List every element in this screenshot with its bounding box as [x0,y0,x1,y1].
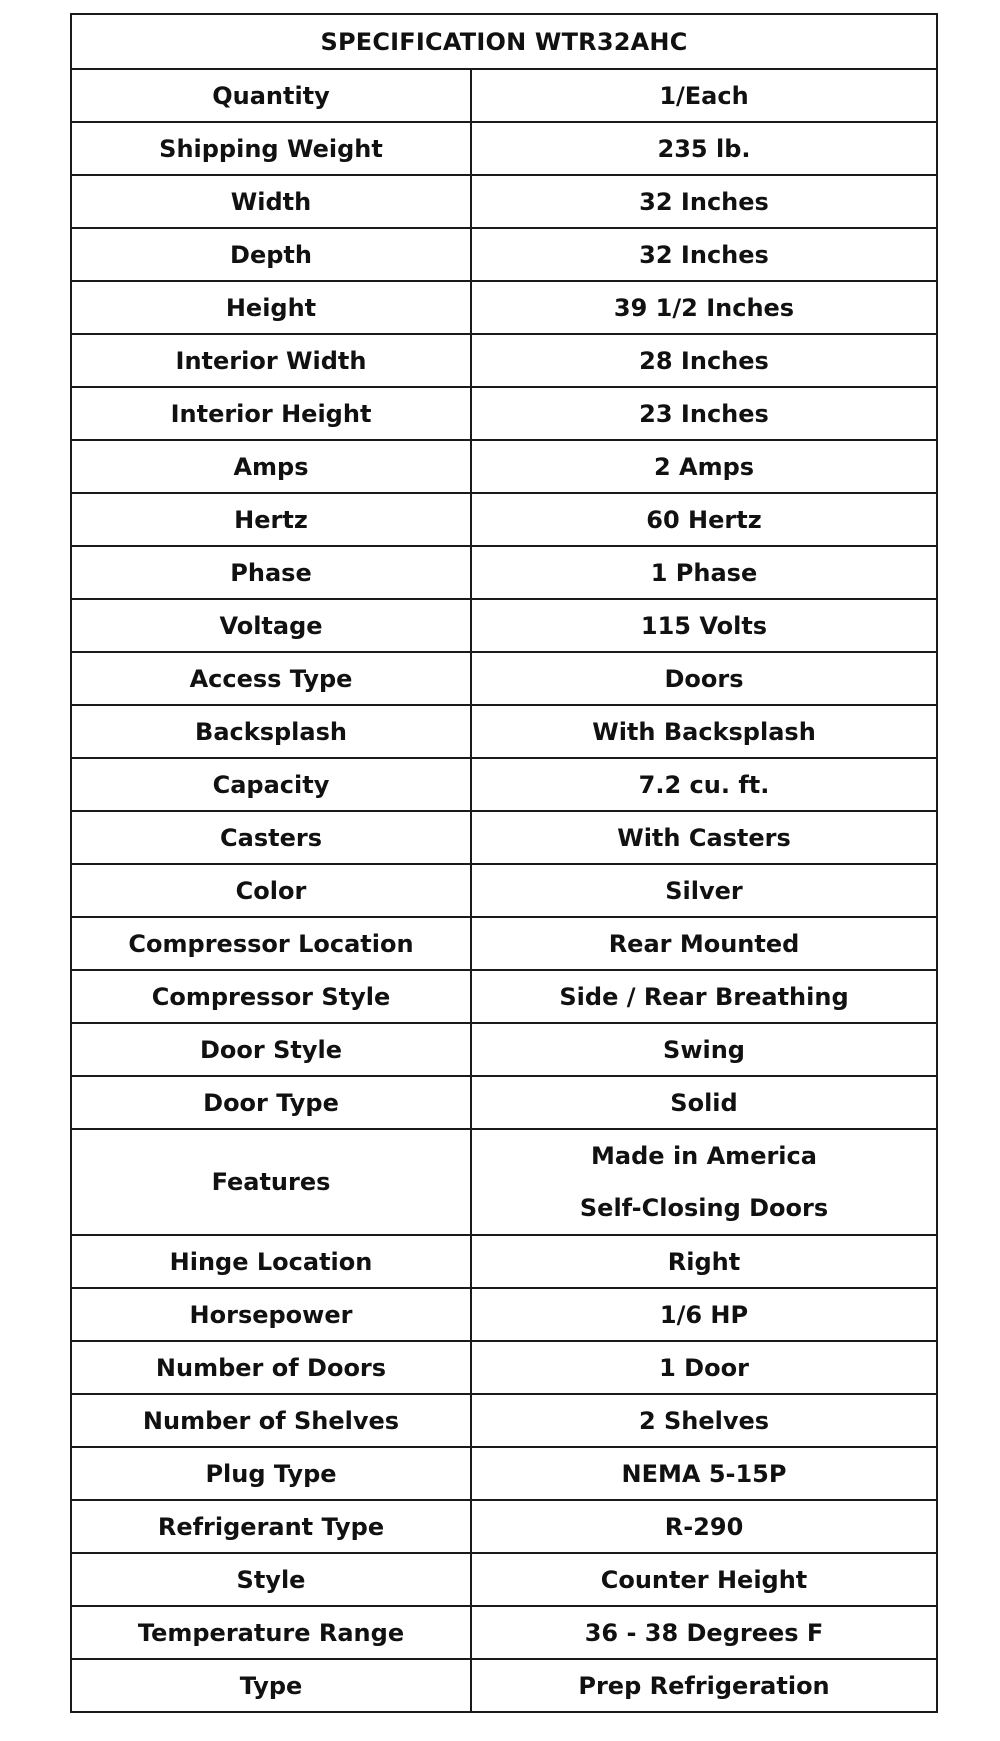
spec-value: Swing [471,1023,937,1076]
table-row [71,970,937,1023]
table-row [71,546,937,599]
spec-value: Solid [471,1076,937,1129]
spec-value: Side / Rear Breathing [471,970,937,1023]
table-row [71,811,937,864]
table-row [71,334,937,387]
spec-value: 2 Shelves [471,1394,937,1447]
spec-label: Type [71,1659,471,1712]
spec-value: 23 Inches [471,387,937,440]
table-row [71,1500,937,1553]
spec-label: Compressor Style [71,970,471,1023]
table-row [71,1553,937,1606]
spec-label: Features [71,1129,471,1235]
spec-value: Doors [471,652,937,705]
spec-label: Backsplash [71,705,471,758]
spec-label: Plug Type [71,1447,471,1500]
spec-value: 1 Phase [471,546,937,599]
spec-value: 115 Volts [471,599,937,652]
spec-value: 39 1/2 Inches [471,281,937,334]
spec-value: With Casters [471,811,937,864]
specification-table [70,13,938,1713]
spec-value: 28 Inches [471,334,937,387]
spec-value: 7.2 cu. ft. [471,758,937,811]
spec-value: 1/6 HP [471,1288,937,1341]
spec-value: R-290 [471,1500,937,1553]
table-row [71,1341,937,1394]
table-row [71,652,937,705]
table-body [71,69,937,1712]
spec-value: NEMA 5-15P [471,1447,937,1500]
spec-label: Width [71,175,471,228]
table-row [71,69,937,122]
spec-value: Prep Refrigeration [471,1659,937,1712]
spec-label: Number of Doors [71,1341,471,1394]
table-row [71,1447,937,1500]
spec-value: Right [471,1235,937,1288]
table-row [71,1235,937,1288]
table-row [71,758,937,811]
spec-label: Color [71,864,471,917]
spec-label: Quantity [71,69,471,122]
table-row [71,1076,937,1129]
spec-label: Amps [71,440,471,493]
table-row [71,1659,937,1712]
spec-value: 1 Door [471,1341,937,1394]
table-row [71,175,937,228]
spec-label: Shipping Weight [71,122,471,175]
table-row [71,1394,937,1447]
spec-value [471,1129,937,1235]
spec-label: Access Type [71,652,471,705]
table-row [71,1606,937,1659]
table-row [71,228,937,281]
table-row [71,599,937,652]
spec-value: 36 - 38 Degrees F [471,1606,937,1659]
spec-label: Door Style [71,1023,471,1076]
spec-value: Counter Height [471,1553,937,1606]
spec-label: Depth [71,228,471,281]
table-row [71,917,937,970]
spec-label: Temperature Range [71,1606,471,1659]
spec-label: Capacity [71,758,471,811]
spec-label: Hertz [71,493,471,546]
spec-label: Style [71,1553,471,1606]
spec-value: 32 Inches [471,175,937,228]
spec-value-line: Made in America [591,1142,817,1170]
spec-label: Casters [71,811,471,864]
spec-label: Interior Width [71,334,471,387]
table-row [71,387,937,440]
table-title: SPECIFICATION WTR32AHC [71,14,937,69]
spec-value: 60 Hertz [471,493,937,546]
spec-value: Rear Mounted [471,917,937,970]
spec-value: 2 Amps [471,440,937,493]
spec-label: Door Type [71,1076,471,1129]
spec-value: 235 lb. [471,122,937,175]
table-row [71,122,937,175]
table-row [71,1129,937,1235]
spec-value: 1/Each [471,69,937,122]
table-row [71,440,937,493]
spec-label: Interior Height [71,387,471,440]
spec-value: Silver [471,864,937,917]
spec-label: Voltage [71,599,471,652]
spec-value: With Backsplash [471,705,937,758]
spec-label: Compressor Location [71,917,471,970]
table-row [71,281,937,334]
spec-label: Number of Shelves [71,1394,471,1447]
spec-value: 32 Inches [471,228,937,281]
spec-label: Refrigerant Type [71,1500,471,1553]
table-row [71,705,937,758]
spec-label: Phase [71,546,471,599]
spec-value-line: Self-Closing Doors [579,1194,829,1222]
table-row [71,1288,937,1341]
table-row [71,493,937,546]
spec-label: Height [71,281,471,334]
table-row [71,864,937,917]
spec-label: Horsepower [71,1288,471,1341]
table-row [71,1023,937,1076]
spec-label: Hinge Location [71,1235,471,1288]
